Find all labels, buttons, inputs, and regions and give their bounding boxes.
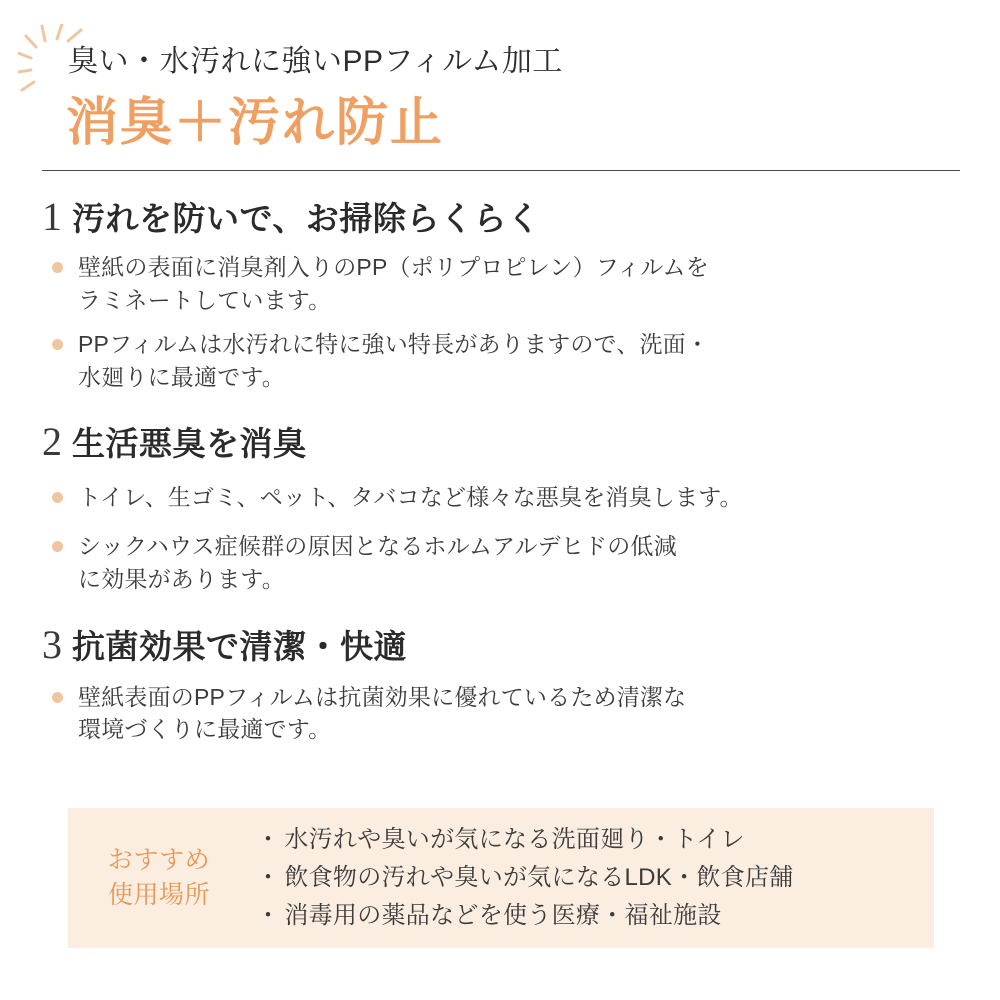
feature-section-1 [42, 194, 960, 393]
page-header [0, 0, 1000, 154]
section-2-bullets [42, 481, 960, 595]
bullet-dot-icon [52, 692, 63, 703]
bullet-line-1: トイレ、生ゴミ、ペット、タバコなど様々な悪臭を消臭します。 [78, 484, 743, 511]
list-item [42, 328, 960, 393]
list-item [256, 859, 794, 897]
feature-sections [0, 171, 1000, 746]
recommended-usage-list [250, 821, 794, 935]
feature-section-3 [42, 622, 960, 746]
section-2-number: 2 [42, 418, 62, 464]
section-1-number: 1 [42, 194, 62, 240]
header-subtitle: 臭い・水汚れに強いPPフィルム加工 [68, 45, 563, 78]
bullet-line-1: PPフィルムは水汚れに特に強い特長がありますので、洗面・ [78, 331, 710, 358]
section-2-title: 生活悪臭を消臭 [72, 424, 307, 462]
recommend-bullet-icon: ・ [256, 864, 281, 892]
section-3-title: 抗菌効果で清潔・快適 [72, 628, 407, 666]
list-item [42, 530, 960, 595]
list-item [42, 251, 960, 316]
recommend-bullet-icon: ・ [256, 901, 281, 929]
list-item [42, 681, 960, 746]
bullet-line-1: 壁紙表面のPPフィルムは抗菌効果に優れているため清潔な [78, 683, 687, 710]
section-1-bullets [42, 251, 960, 394]
section-2-heading [42, 418, 960, 464]
section-3-number: 3 [42, 622, 62, 668]
list-item [256, 821, 794, 859]
page-title: 消臭＋汚れ防止 [66, 94, 445, 152]
section-3-bullets [42, 681, 960, 746]
recommended-label-line-2: 使用場所 [107, 881, 210, 909]
bullet-line-1: シックハウス症候群の原因となるホルムアルデヒドの低減 [78, 532, 677, 559]
recommend-item-text: 消毒用の薬品などを使う医療・福祉施設 [284, 901, 722, 929]
recommend-item-text: 水汚れや臭いが気になる洗面廻り・トイレ [284, 826, 745, 854]
bullet-dot-icon [52, 492, 63, 503]
recommend-bullet-icon: ・ [256, 826, 281, 854]
recommended-label-line-1: おすすめ [107, 845, 211, 874]
section-3-heading [42, 622, 960, 668]
bullet-dot-icon [52, 339, 63, 350]
bullet-dot-icon [52, 262, 63, 273]
section-1-title: 汚れを防いで、お掃除らくらく [72, 200, 541, 238]
feature-section-2 [42, 418, 960, 596]
recommended-usage-box [68, 808, 934, 948]
recommend-item-text: 飲食物の汚れや臭いが気になるLDK・飲食店舗 [284, 864, 794, 892]
sunburst-icon [18, 24, 88, 104]
bullet-line-2: に効果があります。 [78, 565, 285, 592]
list-item [256, 897, 794, 935]
bullet-line-2: 環境づくりに最適です。 [78, 716, 332, 743]
bullet-dot-icon [52, 541, 63, 552]
section-1-heading [42, 194, 960, 240]
list-item [42, 481, 960, 514]
bullet-line-2: ラミネートしています。 [78, 286, 332, 313]
bullet-line-1: 壁紙の表面に消臭剤入りのPP（ポリプロピレン）フィルムを [78, 253, 709, 280]
bullet-line-2: 水廻りに最適です。 [78, 363, 285, 390]
recommended-usage-label [68, 843, 250, 914]
